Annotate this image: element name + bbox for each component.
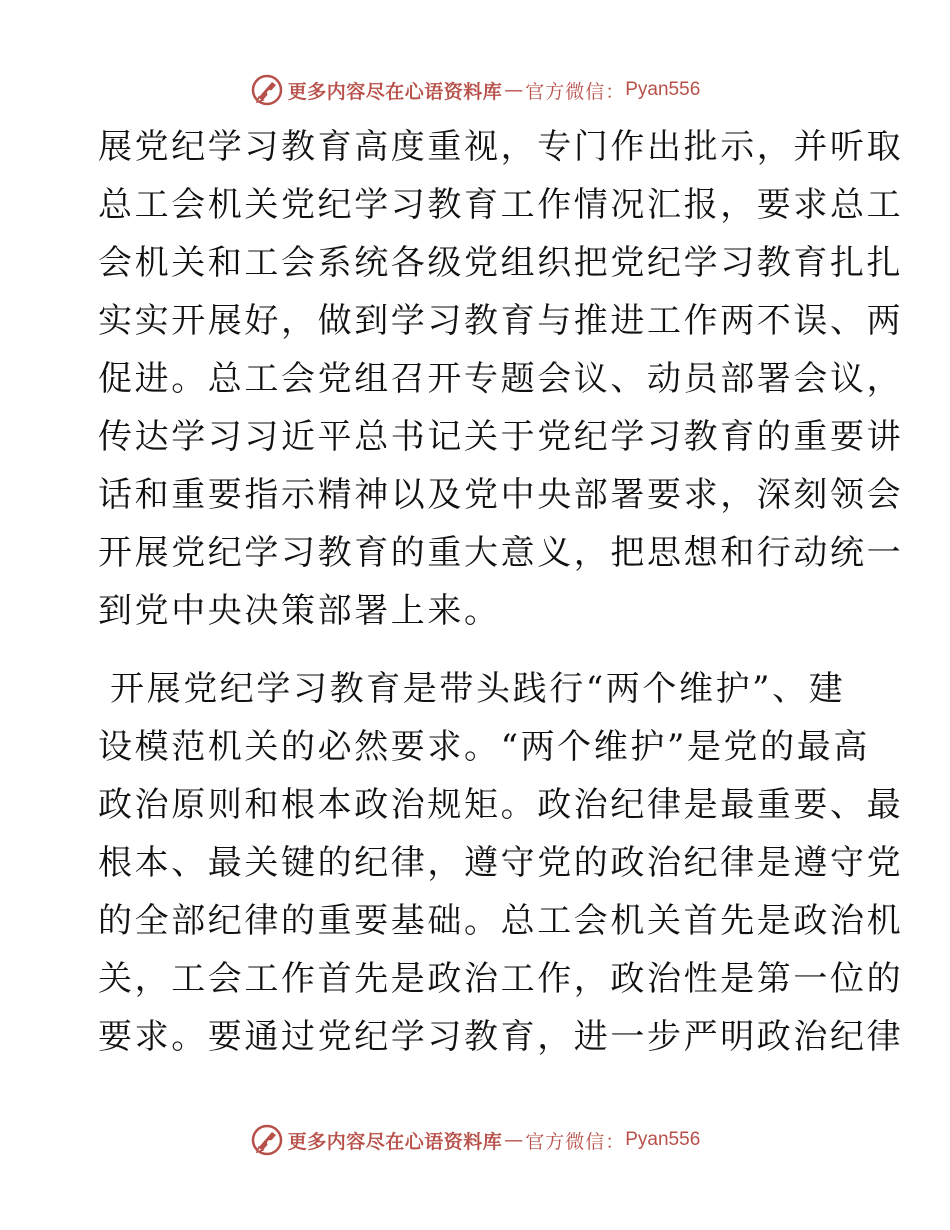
paragraph-2 [98,660,904,1066]
text-line: 设模范机关的必然要求。“两个维护”是党的最高 [98,727,870,767]
banner-handle: Pyan556 [625,79,701,100]
pen-logo-icon [250,73,284,107]
text-line: 展党纪学习教育高度重视，专门作出批示，并听取 [98,127,904,167]
banner-official-label: 官方微信： [525,80,626,103]
text-line: 关，工会工作首先是政治工作，政治性是第一位的 [98,959,904,999]
footer-watermark-banner [0,1120,950,1160]
banner-separator: — [504,79,524,101]
text-line: 的全部纪律的重要基础。总工会机关首先是政治机 [98,901,904,941]
paragraph-1 [98,118,904,640]
banner-separator: — [504,1129,524,1151]
text-line: 根本、最关键的纪律，遵守党的政治纪律是遵守党 [98,843,904,883]
text-line: 传达学习习近平总书记关于党纪学习教育的重要讲 [98,417,904,457]
banner-main-text: 更多内容尽在心语资料库 [287,1130,503,1153]
text-line: 实实开展好，做到学习教育与推进工作两不误、两 [98,301,904,341]
text-line: 到党中央决策部署上来。 [98,591,501,631]
header-watermark-banner [0,70,950,110]
text-line: 开展党纪学习教育的重大意义，把思想和行动统一 [98,533,904,573]
text-line: 要求。要通过党纪学习教育，进一步严明政治纪律 [98,1017,904,1057]
text-line: 话和重要指示精神以及党中央部署要求，深刻领会 [98,475,904,515]
banner-official-label: 官方微信： [525,1130,626,1153]
text-line: 促进。总工会党组召开专题会议、动员部署会议， [98,359,904,399]
text-line: 总工会机关党纪学习教育工作情况汇报，要求总工 [98,185,904,225]
banner-handle: Pyan556 [625,1129,701,1150]
text-line: 政治原则和根本政治规矩。政治纪律是最重要、最 [98,785,904,825]
text-line: 会机关和工会系统各级党组织把党纪学习教育扎扎 [98,243,904,283]
text-line: 开展党纪学习教育是带头践行“两个维护”、建 [110,669,846,709]
banner-main-text: 更多内容尽在心语资料库 [287,80,503,103]
pen-logo-icon [250,1123,284,1157]
